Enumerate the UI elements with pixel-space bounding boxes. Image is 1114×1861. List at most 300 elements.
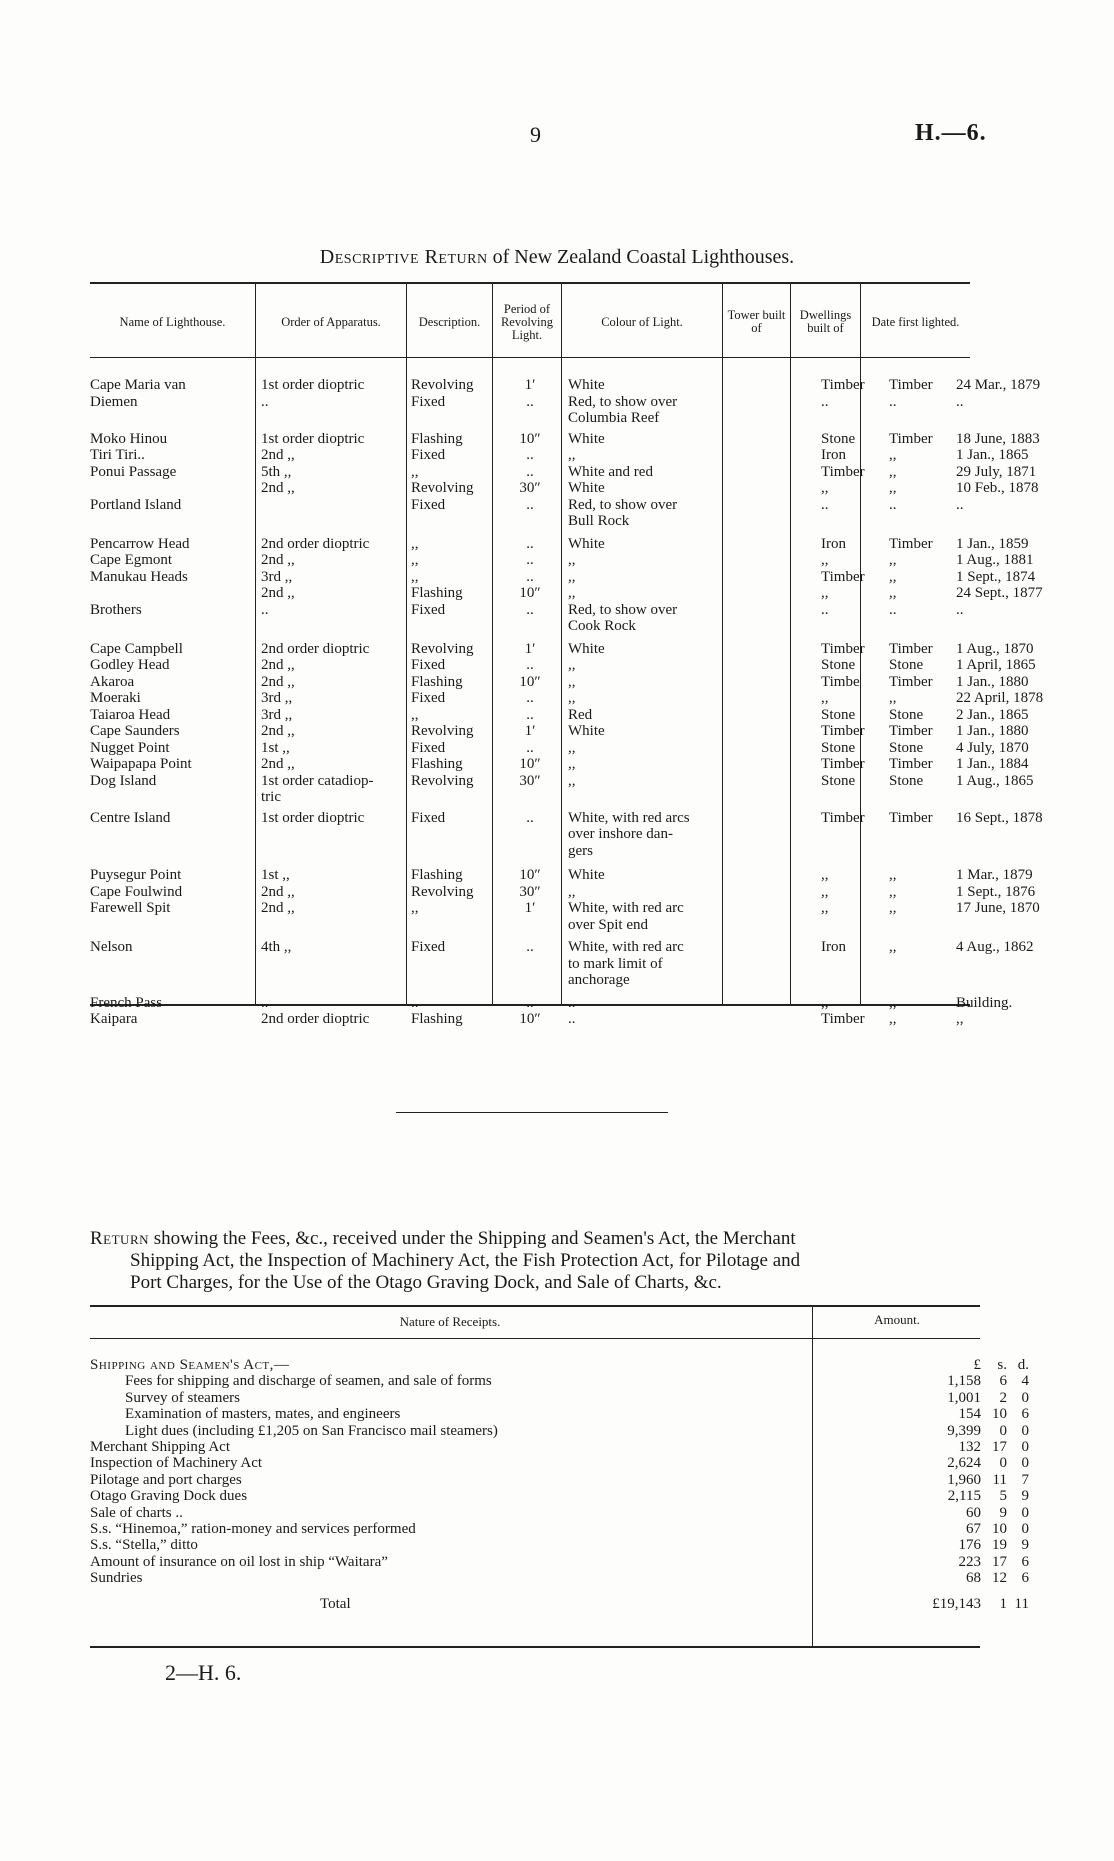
cell-colour: .. xyxy=(568,1011,576,1027)
cell-order: 3rd ,, xyxy=(261,690,293,706)
cell-colour: Cook Rock xyxy=(568,618,636,634)
cell-description: Fixed xyxy=(411,809,446,826)
header-period: Period of Revolving Light. xyxy=(500,301,554,342)
cell-date: 18 June, 1883 xyxy=(956,430,1040,447)
amount-pounds: 1,001 xyxy=(947,1389,981,1406)
cell-dwellings: Timber xyxy=(889,673,933,690)
title-rest: of New Zealand Coastal Lighthouses. xyxy=(487,246,795,268)
cell-order: tric xyxy=(261,789,281,805)
amount-pence: 7 xyxy=(1021,1471,1029,1488)
amount-pounds: 67 xyxy=(966,1520,981,1537)
amount-pence: 0 xyxy=(1021,1504,1029,1521)
table-row xyxy=(90,756,1029,773)
cell-description: Fixed xyxy=(411,447,446,463)
cell-name: Diemen xyxy=(90,393,138,410)
cell-order: 2nd ,, xyxy=(261,447,295,463)
amount-shillings: 19 xyxy=(992,1537,1007,1554)
receipt-amount xyxy=(915,1537,1065,1553)
receipt-row xyxy=(90,1488,1029,1505)
cell-dwellings: .. xyxy=(889,393,897,410)
cell-dwellings: Stone xyxy=(889,739,924,756)
cell-date: 1 Sept., 1874 xyxy=(956,568,1036,585)
receipt-amount xyxy=(915,1406,1065,1422)
cell-date: 24 Mar., 1879 xyxy=(956,377,1041,393)
cell-order: 2nd ,, xyxy=(261,657,295,673)
amount-shillings: 10 xyxy=(992,1520,1007,1537)
cell-date: 1 Jan., 1884 xyxy=(956,756,1029,772)
cell-period: 10″ xyxy=(519,1011,541,1027)
amount-shillings: 5 xyxy=(999,1488,1007,1505)
cell-name: Waipapapa Point xyxy=(90,756,192,772)
amount-shillings: 0 xyxy=(999,1422,1007,1439)
amount-pence: 0 xyxy=(1021,1389,1029,1406)
table-row xyxy=(90,956,970,973)
cell-tower: Stone xyxy=(821,772,856,789)
cell-description: Revolving xyxy=(411,480,474,496)
amount-pence: 6 xyxy=(1021,1570,1029,1587)
cell-colour: Red, to show over xyxy=(568,496,678,513)
cell-period: .. xyxy=(526,496,534,513)
receipt-label: Sundries xyxy=(90,1570,143,1587)
cell-dwellings: ,, xyxy=(889,994,897,1011)
cell-period: 1′ xyxy=(524,723,536,739)
cell-period: 30″ xyxy=(519,480,541,496)
cell-period: 10″ xyxy=(519,673,541,690)
receipt-amount xyxy=(915,1423,1065,1439)
amount-shillings: 6 xyxy=(999,1373,1007,1390)
cell-name: Godley Head xyxy=(90,657,170,673)
cell-order: 2nd ,, xyxy=(261,480,295,496)
table-row xyxy=(90,739,1029,757)
amount-shillings: 12 xyxy=(992,1570,1007,1587)
cell-period: .. xyxy=(526,994,534,1011)
receipt-row xyxy=(90,1422,1029,1439)
total-pence: 11 xyxy=(1014,1596,1029,1613)
cell-date: 1 Aug., 1881 xyxy=(956,552,1034,568)
cell-tower: .. xyxy=(821,601,829,618)
receipt-row xyxy=(90,1438,1029,1455)
cell-period: .. xyxy=(526,706,534,723)
cell-dwellings: ,, xyxy=(889,900,897,916)
cell-dwellings: ,, xyxy=(889,883,897,900)
cell-order: .. xyxy=(261,393,269,410)
table-row xyxy=(90,394,970,411)
cell-colour: ,, xyxy=(568,739,576,756)
header-colour: Colour of Light. xyxy=(601,314,683,329)
receipt-amount xyxy=(915,1439,1065,1455)
cell-name: Pencarrow Head xyxy=(90,535,190,552)
receipt-row xyxy=(90,1373,1029,1390)
cell-colour: White xyxy=(568,377,605,393)
cell-dwellings: ,, xyxy=(889,463,897,480)
table-row xyxy=(90,568,1036,586)
cell-colour: ,, xyxy=(568,552,576,568)
cell-tower: ,, xyxy=(821,867,829,883)
amount-shillings: 9 xyxy=(999,1504,1007,1521)
cell-dwellings: Stone xyxy=(889,706,924,723)
table-row xyxy=(90,377,1041,394)
cell-date: 1 Jan., 1859 xyxy=(956,535,1029,552)
cell-order: 2nd ,, xyxy=(261,756,295,772)
cell-order: .. xyxy=(261,601,269,618)
cell-period: 1′ xyxy=(524,900,536,916)
table-row xyxy=(90,867,1033,884)
cell-dwellings: ,, xyxy=(889,480,897,496)
cell-description: Flashing xyxy=(411,867,463,883)
table-row xyxy=(90,535,1029,553)
table-row xyxy=(90,706,1029,724)
cell-period: .. xyxy=(526,568,534,585)
cell-description: ,, xyxy=(411,706,419,723)
cell-period: .. xyxy=(526,690,534,706)
receipts-header-amount: Amount. xyxy=(874,1312,920,1327)
receipt-row xyxy=(90,1357,980,1373)
cell-date: 16 Sept., 1878 xyxy=(956,809,1043,826)
cell-colour: ,, xyxy=(568,756,576,772)
cell-date: 1 Jan., 1865 xyxy=(956,447,1029,463)
unit-pence: d. xyxy=(1017,1357,1029,1373)
cell-period: .. xyxy=(526,657,534,673)
cell-name: Puysegur Point xyxy=(90,867,182,883)
cell-name: Cape Maria van xyxy=(90,377,186,393)
cell-period: 1′ xyxy=(524,377,536,393)
table-row xyxy=(90,917,970,934)
receipt-label: S.s. “Hinemoa,” ration-money and services performed xyxy=(90,1520,416,1537)
cell-tower: .. xyxy=(821,496,829,513)
cell-period: .. xyxy=(526,601,534,618)
receipt-label: Light dues (including £1,205 on San Francisco mail steamers) xyxy=(125,1422,498,1439)
header-dwellings: Dwellings built of xyxy=(799,308,852,335)
amount-pence: 4 xyxy=(1021,1373,1029,1390)
cell-name: Brothers xyxy=(90,601,142,618)
table-row xyxy=(90,843,970,860)
cell-order: 1st order dioptric xyxy=(261,430,365,447)
cell-name: Nugget Point xyxy=(90,739,170,756)
cell-date: 4 July, 1870 xyxy=(956,739,1029,756)
amount-pence: 6 xyxy=(1021,1553,1029,1570)
total-amount xyxy=(915,1596,1065,1612)
cell-tower: ,, xyxy=(821,552,829,568)
amount-pence: 6 xyxy=(1021,1406,1029,1423)
receipt-amount xyxy=(915,1390,1065,1406)
cell-tower: Stone xyxy=(821,430,856,447)
cell-order: 2nd ,, xyxy=(261,585,295,601)
cell-order: 1st order catadiop- xyxy=(261,772,374,789)
receipts-title xyxy=(90,1228,980,1294)
cell-tower: Timber xyxy=(821,756,865,772)
cell-tower: ,, xyxy=(821,585,829,601)
cell-dwellings: Timber xyxy=(889,640,933,657)
cell-name: Cape Foulwind xyxy=(90,883,183,900)
table-row xyxy=(90,640,1034,658)
table-row xyxy=(90,480,1039,497)
cell-description: Fixed xyxy=(411,601,446,618)
cell-date: .. xyxy=(956,496,964,513)
lighthouse-return-title xyxy=(0,246,1114,269)
cell-name: Moko Hinou xyxy=(90,430,168,447)
amount-pounds: 1,158 xyxy=(947,1373,981,1390)
cell-description: Fixed xyxy=(411,393,446,410)
cell-period: .. xyxy=(526,809,534,826)
cell-date: 1 Jan., 1880 xyxy=(956,723,1029,739)
cell-date: 4 Aug., 1862 xyxy=(956,939,1034,955)
receipt-row xyxy=(90,1455,1029,1472)
receipt-label: Otago Graving Dock dues xyxy=(90,1488,248,1505)
receipt-label: Amount of insurance on oil lost in ship “Waitara” xyxy=(90,1553,388,1570)
receipt-row xyxy=(90,1504,1029,1521)
cell-period: 30″ xyxy=(519,772,541,789)
receipt-row xyxy=(90,1553,1029,1570)
cell-dwellings: ,, xyxy=(889,552,897,568)
cell-colour: White, with red arcs xyxy=(568,809,690,826)
cell-description: ,, xyxy=(411,568,419,585)
cell-date: .. xyxy=(956,601,964,618)
cell-dwellings: ,, xyxy=(889,690,897,706)
receipt-amount xyxy=(915,1488,1065,1504)
cell-tower: Iron xyxy=(821,939,846,955)
cell-period: .. xyxy=(526,939,534,955)
header-date: Date first lighted. xyxy=(871,314,960,329)
cell-colour: Columbia Reef xyxy=(568,410,660,426)
table-row xyxy=(90,900,1040,917)
amount-pence: 0 xyxy=(1021,1438,1029,1455)
table-row xyxy=(90,430,1040,448)
table-row xyxy=(90,723,1029,740)
cell-date: 1 Aug., 1870 xyxy=(956,640,1034,657)
table-row xyxy=(90,883,1036,901)
cell-tower: Stone xyxy=(821,657,856,673)
cell-name: Ponui Passage xyxy=(90,463,177,480)
cell-dwellings: Timber xyxy=(889,430,933,447)
cell-dwellings: Stone xyxy=(889,772,924,789)
cell-name: Portland Island xyxy=(90,496,182,513)
amount-shillings: 17 xyxy=(992,1438,1007,1455)
cell-order: 2nd ,, xyxy=(261,552,295,568)
cell-order: 4th ,, xyxy=(261,939,292,955)
cell-date: ,, xyxy=(956,1011,964,1027)
amount-pounds: 2,115 xyxy=(947,1488,981,1505)
amount-pounds: 154 xyxy=(958,1406,981,1423)
cell-name: Moeraki xyxy=(90,690,141,706)
cell-colour: .. xyxy=(568,994,576,1011)
cell-colour: ,, xyxy=(568,568,576,585)
amount-pounds: 223 xyxy=(958,1553,981,1570)
cell-colour: ,, xyxy=(568,673,576,690)
cell-name: Cape Egmont xyxy=(90,552,173,568)
cell-period: .. xyxy=(526,463,534,480)
cell-colour: to mark limit of xyxy=(568,955,663,972)
cell-colour: White xyxy=(568,640,605,657)
cell-description: ,, xyxy=(411,535,419,552)
cell-date: 1 April, 1865 xyxy=(956,657,1036,673)
table-row xyxy=(90,972,970,989)
cell-colour: Red, to show over xyxy=(568,393,678,410)
cell-description: Flashing xyxy=(411,430,463,447)
title-small-caps: Descriptive Return xyxy=(319,246,488,268)
cell-tower: Stone xyxy=(821,739,856,756)
cell-dwellings: Timber xyxy=(889,723,933,739)
cell-order: 3rd ,, xyxy=(261,568,293,585)
cell-tower: ,, xyxy=(821,690,829,706)
cell-name: Taiaroa Head xyxy=(90,706,171,723)
cell-tower: Iron xyxy=(821,447,846,463)
cell-period: .. xyxy=(526,739,534,756)
amount-shillings: 10 xyxy=(992,1406,1007,1423)
cell-tower: Timber xyxy=(821,1011,865,1027)
cell-order: .. xyxy=(261,994,269,1011)
cell-colour: White xyxy=(568,430,605,447)
cell-order: 1st ,, xyxy=(261,867,290,883)
cell-colour: ,, xyxy=(568,690,576,706)
receipt-total-row xyxy=(90,1596,1029,1613)
table-row xyxy=(90,939,1034,956)
cell-name: Cape Campbell xyxy=(90,640,183,657)
receipt-label: Examination of masters, mates, and engineers xyxy=(125,1406,401,1423)
cell-tower: Timber xyxy=(821,463,865,480)
amount-shillings: 11 xyxy=(992,1471,1007,1488)
amount-shillings: 0 xyxy=(999,1455,1007,1472)
total-shillings: 1 xyxy=(999,1596,1007,1613)
cell-colour: over Spit end xyxy=(568,916,648,933)
receipt-label: Survey of steamers xyxy=(125,1389,240,1406)
cell-period: 10″ xyxy=(519,585,541,601)
cell-name: Tiri Tiri.. xyxy=(90,447,145,463)
cell-period: 10″ xyxy=(519,756,541,772)
cell-description: Revolving xyxy=(411,377,474,393)
cell-colour: White xyxy=(568,480,605,496)
cell-tower: Iron xyxy=(821,535,846,552)
cell-dwellings: ,, xyxy=(889,568,897,585)
amount-shillings: 2 xyxy=(999,1389,1007,1406)
cell-dwellings: .. xyxy=(889,601,897,618)
cell-colour: White xyxy=(568,535,605,552)
cell-colour: over inshore dan- xyxy=(568,826,673,842)
cell-period: .. xyxy=(526,447,534,463)
cell-description: Revolving xyxy=(411,772,474,789)
receipts-title-line3: Port Charges, for the Use of the Otago Graving Dock, and Sale of Charts, &c. xyxy=(130,1272,722,1293)
cell-order: 2nd order dioptric xyxy=(261,535,370,552)
cell-name: Manukau Heads xyxy=(90,568,188,585)
cell-date: .. xyxy=(956,393,964,410)
cell-order: 2nd ,, xyxy=(261,900,295,916)
cell-description: Flashing xyxy=(411,1011,463,1027)
cell-date: 10 Feb., 1878 xyxy=(956,480,1039,496)
receipt-label: Fees for shipping and discharge of seamen, and sale of forms xyxy=(125,1373,492,1390)
receipt-amount xyxy=(915,1521,1065,1537)
amount-pounds: 176 xyxy=(958,1537,981,1554)
cell-order: 1st order dioptric xyxy=(261,809,365,826)
cell-order: 2nd ,, xyxy=(261,883,295,900)
cell-tower: Timber xyxy=(821,377,865,393)
receipt-amount xyxy=(915,1554,1065,1570)
cell-date: 1 Aug., 1865 xyxy=(956,772,1034,789)
cell-dwellings: ,, xyxy=(889,1011,897,1027)
header-description: Description. xyxy=(418,314,481,329)
unit-shillings: s. xyxy=(997,1357,1007,1373)
cell-colour: ,, xyxy=(568,883,576,900)
cell-date: 22 April, 1878 xyxy=(956,690,1044,706)
cell-colour: White, with red arc xyxy=(568,939,684,955)
cell-dwellings: Timber xyxy=(889,809,933,826)
receipt-label: Pilotage and port charges xyxy=(90,1471,242,1488)
table-row xyxy=(90,994,1013,1012)
table-row xyxy=(90,463,1037,481)
receipt-amount xyxy=(915,1472,1065,1488)
cell-name: Farewell Spit xyxy=(90,900,171,916)
table-row xyxy=(90,497,970,514)
table-row xyxy=(90,826,970,843)
cell-period: 1′ xyxy=(524,640,536,657)
receipts-title-line1: showing the Fees, &c., received under the Shipping and Seamen's Act, the Merchant xyxy=(149,1228,796,1249)
receipt-label: Merchant Shipping Act xyxy=(90,1438,230,1455)
amount-pounds: 1,960 xyxy=(947,1471,981,1488)
cell-description: Fixed xyxy=(411,739,446,756)
cell-date: 1 Sept., 1876 xyxy=(956,883,1036,900)
cell-colour: Red, to show over xyxy=(568,601,678,618)
receipt-row xyxy=(90,1406,1029,1423)
amount-pence: 0 xyxy=(1021,1520,1029,1537)
cell-period: .. xyxy=(526,535,534,552)
cell-date: 2 Jan., 1865 xyxy=(956,706,1029,723)
cell-tower: Timber xyxy=(821,723,865,739)
amount-pounds: 9,399 xyxy=(947,1422,981,1439)
cell-date: 24 Sept., 1877 xyxy=(956,585,1043,601)
cell-description: Revolving xyxy=(411,640,474,657)
cell-description: Flashing xyxy=(411,756,463,772)
receipt-label: S.s. “Stella,” ditto xyxy=(90,1537,198,1554)
cell-date: 17 June, 1870 xyxy=(956,900,1040,916)
page-number: 9 xyxy=(530,122,541,147)
cell-name: Kaipara xyxy=(90,1011,138,1027)
receipt-label: Sale of charts .. xyxy=(90,1504,183,1521)
cell-tower: .. xyxy=(821,393,829,410)
cell-order: 1st ,, xyxy=(261,739,290,756)
receipt-row xyxy=(90,1537,1029,1554)
cell-name: Cape Saunders xyxy=(90,723,180,739)
lighthouse-rows xyxy=(90,377,1044,1028)
header-tower: Tower built of xyxy=(727,308,786,335)
cell-period: 10″ xyxy=(519,867,541,883)
amount-pounds: 2,624 xyxy=(947,1455,981,1472)
cell-order: 2nd ,, xyxy=(261,673,295,690)
amount-shillings: 17 xyxy=(992,1553,1007,1570)
cell-colour: anchorage xyxy=(568,972,630,988)
table-header-rule xyxy=(90,357,970,358)
cell-description: Fixed xyxy=(411,939,446,955)
table-row xyxy=(90,657,1036,674)
cell-tower: Timber xyxy=(821,568,865,585)
cell-name: Centre Island xyxy=(90,809,171,826)
cell-colour: gers xyxy=(568,842,593,859)
table-row xyxy=(90,513,970,530)
cell-name: Dog Island xyxy=(90,772,157,789)
cell-colour: Red xyxy=(568,706,593,723)
cell-dwellings: ,, xyxy=(889,867,897,883)
section-separator xyxy=(396,1112,668,1113)
cell-period: 30″ xyxy=(519,883,541,900)
cell-dwellings: Timber xyxy=(889,377,933,393)
receipt-amount xyxy=(915,1455,1065,1471)
cell-name: Nelson xyxy=(90,939,133,955)
cell-order: 5th ,, xyxy=(261,463,292,480)
cell-description: Flashing xyxy=(411,585,463,601)
amount-pence: 9 xyxy=(1021,1537,1029,1554)
receipt-amount xyxy=(915,1570,1065,1586)
receipt-row xyxy=(90,1471,1029,1488)
cell-dwellings: .. xyxy=(889,496,897,513)
cell-name: French Pass xyxy=(90,994,163,1011)
table-row xyxy=(90,447,1029,464)
